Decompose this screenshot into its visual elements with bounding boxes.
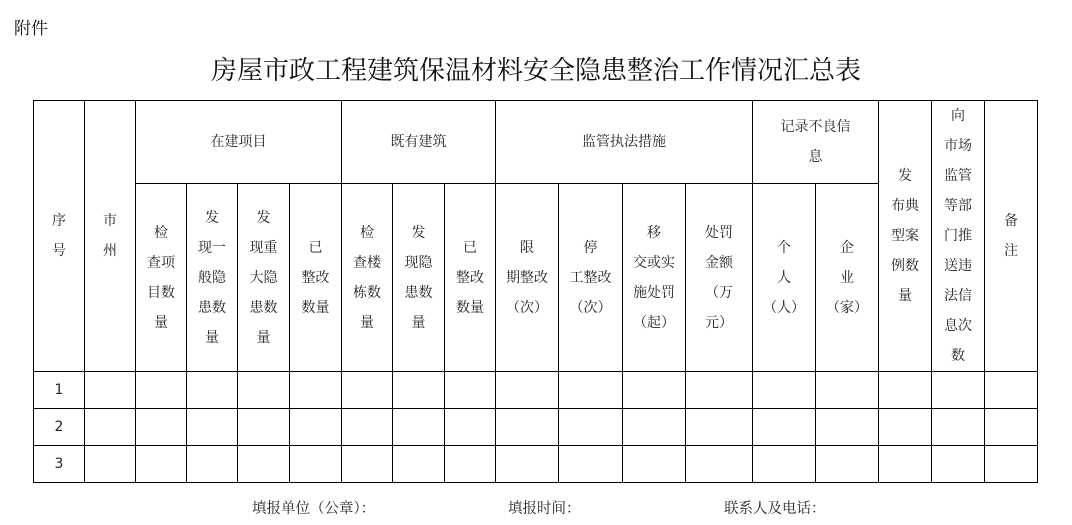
table-cell[interactable] [496, 409, 559, 446]
header-group-existing: 既有建筑 [342, 101, 496, 184]
table-cell[interactable] [985, 446, 1038, 483]
table-cell[interactable] [290, 446, 342, 483]
table-cell[interactable] [187, 372, 238, 409]
table-cell[interactable] [187, 446, 238, 483]
table-cell[interactable] [290, 372, 342, 409]
table-cell[interactable] [753, 372, 816, 409]
table-cell[interactable] [686, 409, 753, 446]
table-cell[interactable] [879, 446, 932, 483]
table-cell[interactable] [393, 372, 445, 409]
table-cell[interactable] [686, 372, 753, 409]
table-cell[interactable] [816, 409, 879, 446]
header-enforcement-3: 移 交或实 施处罚 （起） [623, 184, 686, 372]
header-bad-record-person: 个 人 （人） [753, 184, 816, 372]
header-group-bad-record: 记录不良信 息 [753, 101, 879, 184]
table-row [34, 372, 1038, 409]
table-cell[interactable] [445, 446, 496, 483]
table-cell[interactable] [623, 409, 686, 446]
table-row [34, 446, 1038, 483]
table-cell[interactable] [559, 446, 623, 483]
summary-table [33, 100, 1038, 483]
table-cell[interactable] [187, 409, 238, 446]
row-seq: 1 [34, 372, 85, 409]
header-existing-2: 发 现隐 患数 量 [393, 184, 445, 372]
header-existing-1: 检 查楼 栋数 量 [342, 184, 393, 372]
header-in-construction-1: 检 查项 目数 量 [136, 184, 187, 372]
table-cell[interactable] [342, 446, 393, 483]
table-cell[interactable] [816, 446, 879, 483]
table-cell[interactable] [238, 409, 290, 446]
footer-time: 填报时间： [508, 501, 581, 517]
header-row-groups [34, 101, 1038, 184]
table-cell[interactable] [238, 372, 290, 409]
table-cell[interactable] [393, 409, 445, 446]
header-group-enforcement: 监管执法措施 [496, 101, 753, 184]
table-cell[interactable] [623, 446, 686, 483]
table-cell[interactable] [393, 446, 445, 483]
table-cell[interactable] [136, 372, 187, 409]
table-cell[interactable] [238, 446, 290, 483]
table-cell[interactable] [985, 409, 1038, 446]
header-city: 市 州 [85, 101, 136, 372]
table-cell[interactable] [753, 409, 816, 446]
table-cell[interactable] [559, 409, 623, 446]
table-cell[interactable] [932, 409, 985, 446]
table-cell[interactable] [85, 409, 136, 446]
table-cell[interactable] [753, 446, 816, 483]
attachment-label: 附件 [14, 19, 48, 39]
table-cell[interactable] [496, 446, 559, 483]
table-cell[interactable] [85, 446, 136, 483]
row-seq: 3 [34, 446, 85, 483]
table-cell[interactable] [496, 372, 559, 409]
table-cell[interactable] [879, 372, 932, 409]
table-cell[interactable] [559, 372, 623, 409]
header-in-construction-3: 发 现重 大隐 患数 量 [238, 184, 290, 372]
header-in-construction-4: 已 整改 数量 [290, 184, 342, 372]
table-cell[interactable] [342, 372, 393, 409]
table-cell[interactable] [879, 409, 932, 446]
header-bad-record-company: 企 业 （家） [816, 184, 879, 372]
table-cell[interactable] [985, 372, 1038, 409]
header-referrals: 向 市场 监管 等部 门推 送违 法信 息次 数 [932, 101, 985, 372]
header-remarks: 备 注 [985, 101, 1038, 372]
table-row [34, 409, 1038, 446]
header-typical-cases: 发 布典 型案 例数 量 [879, 101, 932, 372]
table-cell[interactable] [623, 372, 686, 409]
header-enforcement-2: 停 工整改 （次） [559, 184, 623, 372]
table-cell[interactable] [342, 409, 393, 446]
page-title: 房屋市政工程建筑保温材料安全隐患整治工作情况汇总表 [210, 56, 861, 86]
table-cell[interactable] [85, 372, 136, 409]
footer-unit: 填报单位（公章）： [252, 501, 376, 517]
header-group-in-construction: 在建项目 [136, 101, 342, 184]
header-existing-3: 已 整改 数量 [445, 184, 496, 372]
table-cell[interactable] [932, 372, 985, 409]
table-cell[interactable] [932, 446, 985, 483]
table-cell[interactable] [445, 409, 496, 446]
table-cell[interactable] [290, 409, 342, 446]
table-cell[interactable] [445, 372, 496, 409]
header-enforcement-1: 限 期整改 （次） [496, 184, 559, 372]
footer-contact: 联系人及电话： [724, 501, 826, 517]
header-enforcement-4: 处罚 金额 （万 元） [686, 184, 753, 372]
table-cell[interactable] [136, 446, 187, 483]
header-in-construction-2: 发 现一 般隐 患数 量 [187, 184, 238, 372]
table-cell[interactable] [136, 409, 187, 446]
table-cell[interactable] [816, 372, 879, 409]
header-seq: 序 号 [34, 101, 85, 372]
row-seq: 2 [34, 409, 85, 446]
table-cell[interactable] [686, 446, 753, 483]
